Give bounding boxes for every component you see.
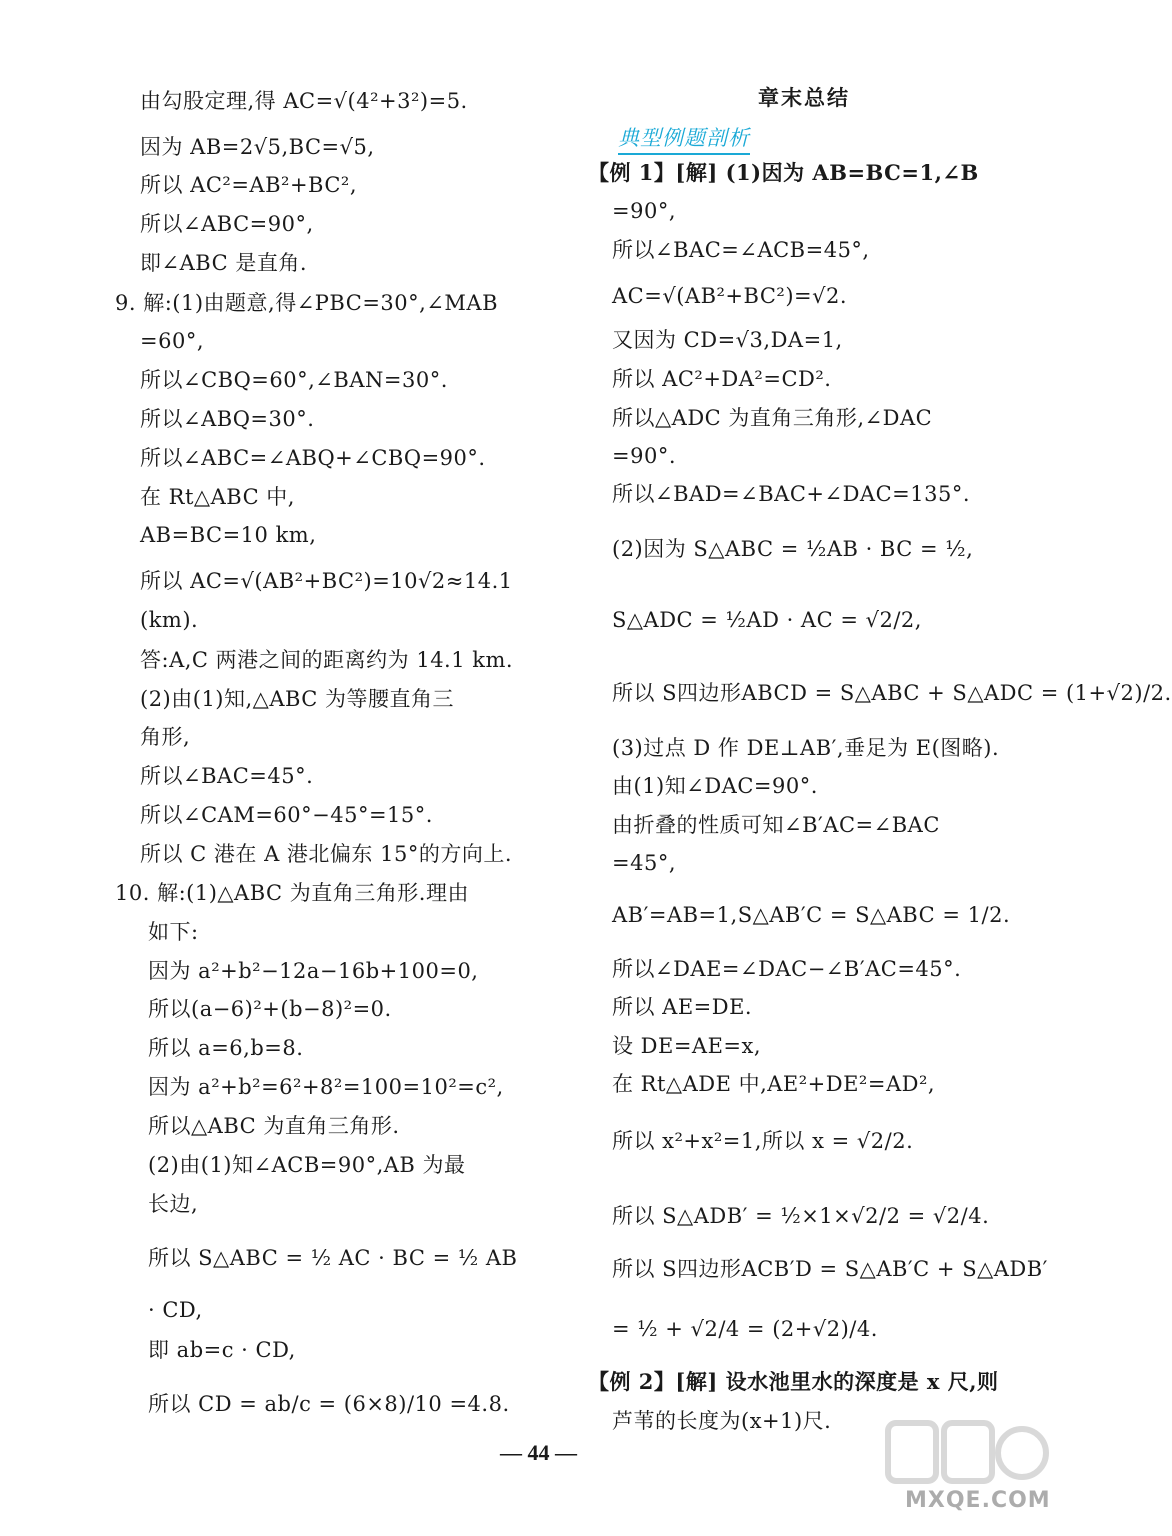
text-line: AC=√(AB²+BC²)=√2.	[612, 284, 848, 308]
text-line: 由折叠的性质可知∠B′AC=∠BAC	[612, 813, 940, 837]
text-line: 角形,	[140, 725, 191, 749]
text-line: 由勾股定理,得 AC=√(4²+3²)=5.	[140, 89, 468, 113]
text-line: (3)过点 D 作 DE⊥AB′,垂足为 E(图略).	[612, 736, 1000, 760]
text-line: 所以 C 港在 A 港北偏东 15°的方向上.	[140, 842, 513, 866]
text-line: (km).	[140, 608, 199, 632]
text-line: 如下:	[148, 920, 199, 944]
text-line: 所以△ABC 为直角三角形.	[148, 1114, 400, 1138]
text-line: 在 Rt△ABC 中,	[140, 485, 295, 509]
text-line: · CD,	[148, 1298, 203, 1322]
text-line: 所以 AE=DE.	[612, 995, 753, 1019]
text-line: (2)由(1)知∠ACB=90°,AB 为最	[148, 1153, 466, 1177]
text-line: 所以∠BAD=∠BAC+∠DAC=135°.	[612, 482, 971, 506]
text-line: AB′=AB=1,S△AB′C = S△ABC = 1/2.	[612, 903, 1011, 927]
text-line: 所以△ADC 为直角三角形,∠DAC	[612, 406, 933, 430]
text-line: =60°,	[140, 329, 204, 353]
text-line: 所以∠ABC=∠ABQ+∠CBQ=90°.	[140, 446, 486, 470]
text-line: 所以 S四边形ACB′D = S△AB′C + S△ADB′	[612, 1257, 1048, 1281]
text-line: 即∠ABC 是直角.	[140, 251, 308, 275]
text-line: 长边,	[148, 1192, 199, 1216]
page-number: — 44 —	[500, 1440, 577, 1465]
example-1-heading: 【例 1】[解] (1)因为 AB=BC=1,∠B	[588, 160, 979, 185]
text-line: 所以 AC=√(AB²+BC²)=10√2≈14.1	[140, 569, 513, 593]
text-line: 芦苇的长度为(x+1)尺.	[612, 1409, 832, 1433]
example-2-heading: 【例 2】[解] 设水池里水的深度是 x 尺,则	[588, 1369, 999, 1394]
text-line: 所以∠BAC=45°.	[140, 764, 314, 788]
text-line: (2)由(1)知,△ABC 为等腰直角三	[140, 687, 455, 711]
text-line: 所以∠BAC=∠ACB=45°,	[612, 238, 870, 262]
text-line: 即 ab=c · CD,	[148, 1338, 296, 1362]
text-line: 又因为 CD=√3,DA=1,	[612, 328, 843, 352]
text-line: 所以 S△ADB′ = ½×1×√2/2 = √2/4.	[612, 1204, 990, 1228]
text-line: AB=BC=10 km,	[140, 523, 317, 547]
text-line: (2)因为 S△ABC = ½AB · BC = ½,	[612, 537, 974, 561]
section-title: 典型例题剖析	[618, 122, 750, 155]
text-line: 所以∠ABQ=30°.	[140, 407, 315, 431]
text-line: =90°,	[612, 199, 676, 223]
text-line: 所以∠ABC=90°,	[140, 212, 314, 236]
text-line: 所以 AC²+DA²=CD².	[612, 367, 832, 391]
text-line: 在 Rt△ADE 中,AE²+DE²=AD²,	[612, 1072, 936, 1096]
problem-10-heading: 10. 解:(1)△ABC 为直角三角形.理由	[115, 881, 469, 905]
text-line: 因为 a²+b²=6²+8²=100=10²=c²,	[148, 1075, 504, 1099]
problem-9-heading: 9. 解:(1)由题意,得∠PBC=30°,∠MAB	[115, 291, 499, 315]
text-line: = ½ + √2/4 = (2+√2)/4.	[612, 1317, 878, 1341]
text-line: 因为 AB=2√5,BC=√5,	[140, 135, 375, 159]
text-line: 因为 a²+b²−12a−16b+100=0,	[148, 959, 479, 983]
text-line: 所以∠CAM=60°−45°=15°.	[140, 803, 433, 827]
text-line: 所以 S△ABC = ½ AC · BC = ½ AB	[148, 1246, 518, 1270]
text-line: S△ADC = ½AD · AC = √2/2,	[612, 608, 922, 632]
text-line: 所以 x²+x²=1,所以 x = √2/2.	[612, 1129, 914, 1153]
text-line: =45°,	[612, 851, 676, 875]
chapter-title: 章末总结	[758, 86, 850, 110]
text-line: 所以∠CBQ=60°,∠BAN=30°.	[140, 368, 448, 392]
text-line: 由(1)知∠DAC=90°.	[612, 774, 818, 798]
text-line: 答:A,C 两港之间的距离约为 14.1 km.	[140, 648, 514, 672]
text-line: 所以 CD = ab/c = (6×8)/10 =4.8.	[148, 1392, 510, 1416]
text-line: 所以(a−6)²+(b−8)²=0.	[148, 997, 392, 1021]
text-line: 设 DE=AE=x,	[612, 1034, 762, 1058]
text-line: 所以∠DAE=∠DAC−∠B′AC=45°.	[612, 957, 962, 981]
text-line: 所以 a=6,b=8.	[148, 1036, 304, 1060]
text-line: 所以 AC²=AB²+BC²,	[140, 173, 358, 197]
text-line: 所以 S四边形ABCD = S△ABC + S△ADC = (1+√2)/2.	[612, 681, 1172, 705]
text-line: =90°.	[612, 444, 676, 468]
watermark-text: MXQE.COM	[905, 1488, 1051, 1513]
